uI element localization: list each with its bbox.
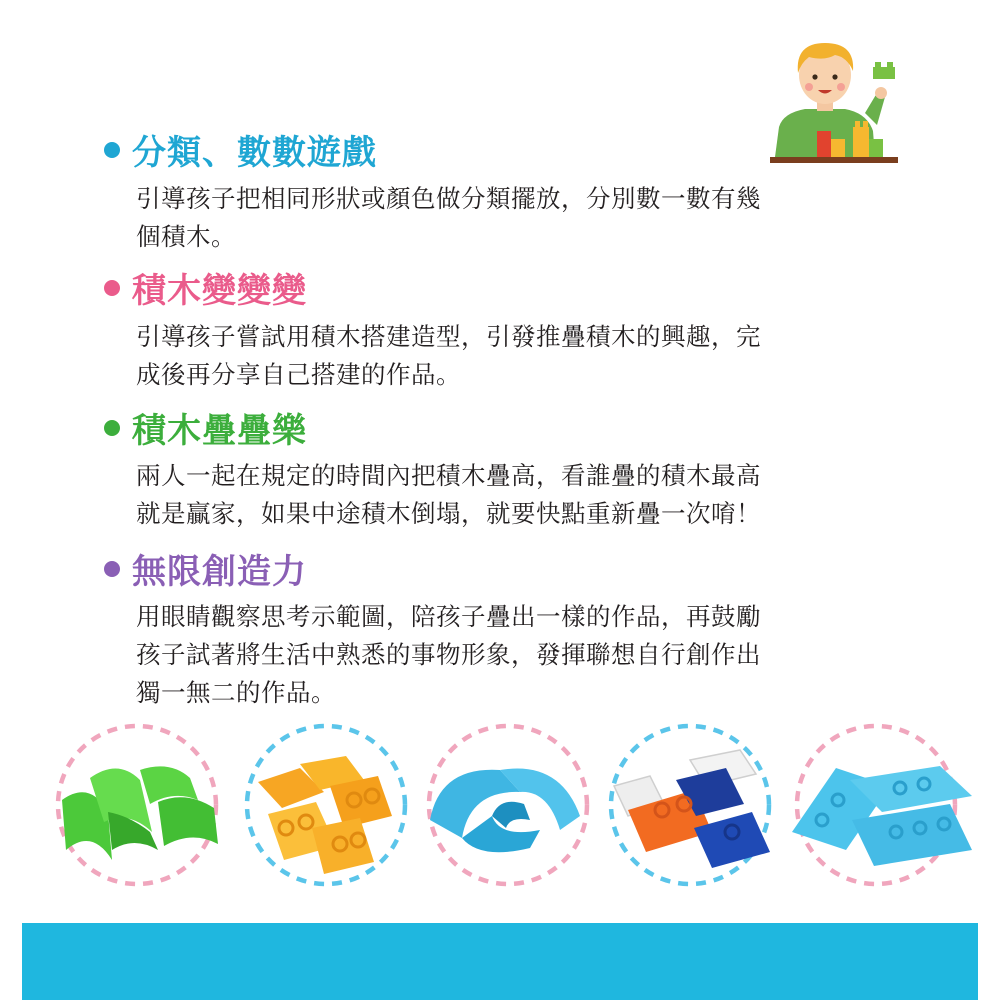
section-title: 積木疊疊樂 [132,411,307,451]
bullet-dot [104,280,120,296]
bullet-dot [104,142,120,158]
mixed-color-blocks-icon [611,726,770,884]
child-with-blocks-icon [765,35,900,170]
bullet-dot [104,561,120,577]
light-blue-plate-blocks-icon [792,726,972,884]
section-title: 積木變變變 [132,271,307,311]
section-description: 用眼睛觀察思考示範圖，陪孩子疊出一樣的作品，再鼓勵 孩子試著將生活中熟悉的事物形象，發揮聯想自行創作出 獨一無二的作品。 [136,602,761,707]
section-description: 引導孩子嘗試用積木搭建造型，引發推疊積木的興趣，完 成後再分享自己搭建的作品。 [136,322,761,389]
section-description: 兩人一起在規定的時間內把積木疊高，看誰疊的積木最高 就是贏家，如果中途積木倒塌，就要快點重新疊一次唷！ [136,461,761,528]
orange-square-blocks-icon [247,726,405,884]
green-curved-blocks-icon [58,726,218,884]
section-description: 引導孩子把相同形狀或顏色做分類擺放，分別數一數有幾 個積木。 [136,184,761,251]
block-image-row [0,720,1000,890]
blue-curved-blocks-icon [429,726,587,884]
section-title: 無限創造力 [132,552,307,592]
bullet-dot [104,420,120,436]
footer-bar [22,923,978,1000]
section-title: 分類、數數遊戲 [132,133,377,173]
